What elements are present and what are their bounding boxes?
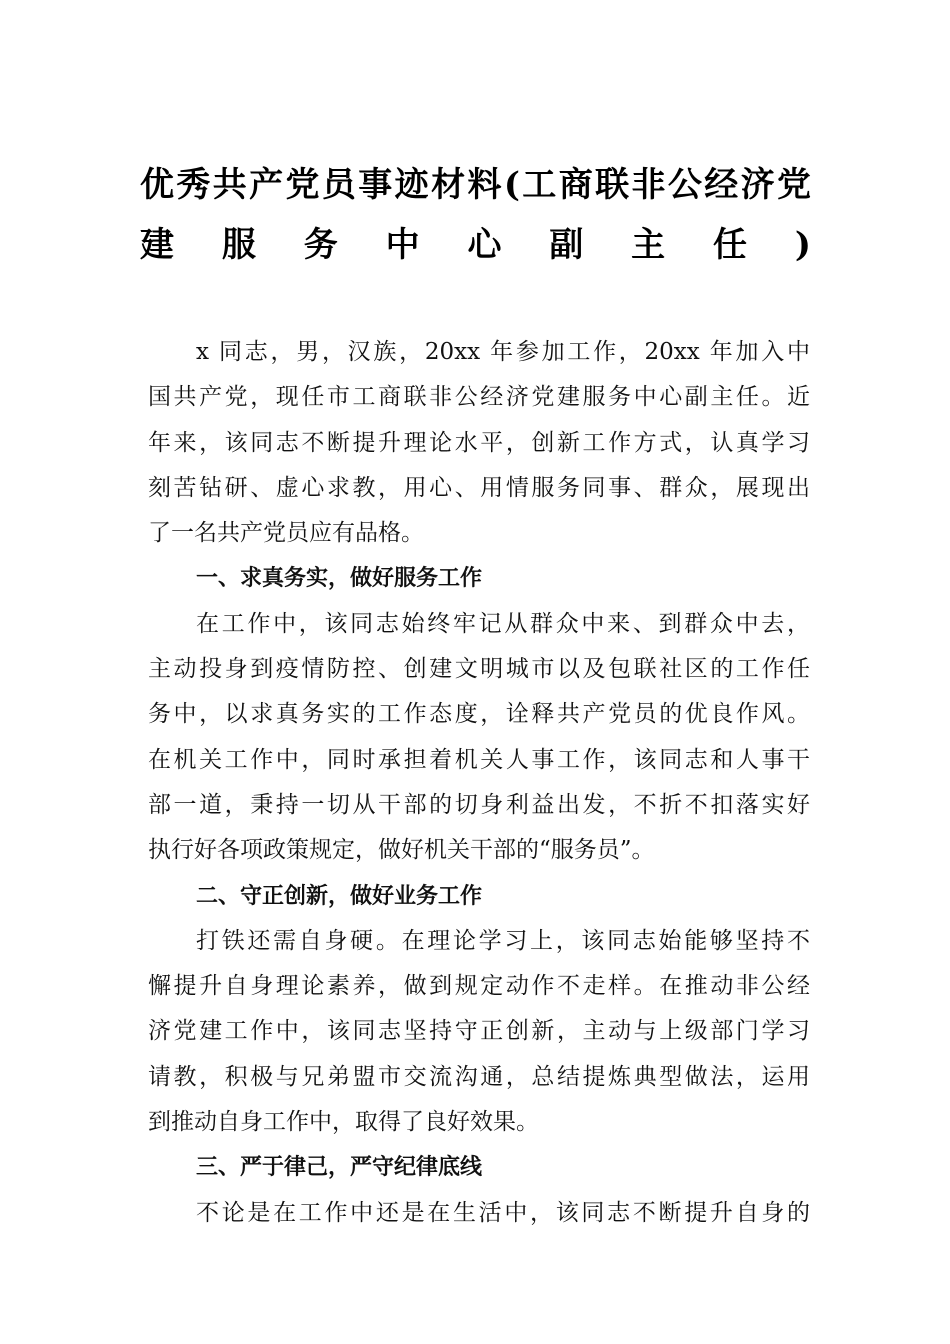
paragraph-line: 济党建工作中，该同志坚持守正创新，主动与上级部门学习: [148, 1018, 810, 1045]
paragraph-line: 在机关工作中，同时承担着机关人事工作，该同志和人事干: [148, 746, 810, 773]
paragraph-line: 请教，积极与兄弟盟市交流沟通，总结提炼典型做法，运用: [148, 1063, 810, 1090]
paragraph-line: 不论是在工作中还是在生活中，该同志不断提升自身的: [196, 1199, 810, 1226]
section-heading: 二、守正创新，做好业务工作: [196, 883, 483, 909]
section-3: [148, 1145, 810, 1236]
document-title: [140, 155, 810, 275]
paragraph-line: 打铁还需自身硬。在理论学习上，该同志始能够坚持不: [196, 927, 810, 954]
section-1: [148, 556, 810, 873]
paragraph-line: 部一道，秉持一切从干部的切身利益出发，不折不扣落实好: [148, 791, 810, 818]
paragraph-line: 懈提升自身理论素养，做到规定动作不走样。在推动非公经: [148, 973, 810, 1000]
title-line: 建服务中心副主任): [140, 225, 810, 265]
paragraph-line: 国共产党，现任市工商联非公经济党建服务中心副主任。近: [148, 384, 810, 411]
document-body: [148, 330, 810, 1236]
paragraph-line: 了一名共产党员应有品格。: [148, 520, 424, 547]
paragraph-line: 在工作中，该同志始终牢记从群众中来、到群众中去，: [196, 610, 810, 637]
paragraph-line: 执行好各项政策规定，做好机关干部的“服务员”。: [148, 837, 655, 864]
section-heading: 一、求真务实，做好服务工作: [196, 566, 483, 592]
intro-paragraph: [148, 330, 810, 556]
title-line: 优秀共产党员事迹材料(工商联非公经济党: [140, 165, 810, 205]
paragraph-line: 主动投身到疫情防控、创建文明城市以及包联社区的工作任: [148, 656, 810, 683]
paragraph-line: 年来，该同志不断提升理论水平，创新工作方式，认真学习: [148, 429, 810, 456]
section-2: [148, 874, 810, 1146]
paragraph-line: 到推动自身工作中，取得了良好效果。: [148, 1109, 539, 1136]
paragraph-line: 务中，以求真务实的工作态度，诠释共产党员的优良作风。: [148, 701, 810, 728]
section-heading: 三、严于律己，严守纪律底线: [196, 1155, 483, 1181]
paragraph-line: x 同志，男，汉族，20xx 年参加工作，20xx 年加入中: [196, 339, 810, 365]
paragraph-line: 刻苦钻研、虚心求教，用心、用情服务同事、群众，展现出: [148, 474, 810, 501]
